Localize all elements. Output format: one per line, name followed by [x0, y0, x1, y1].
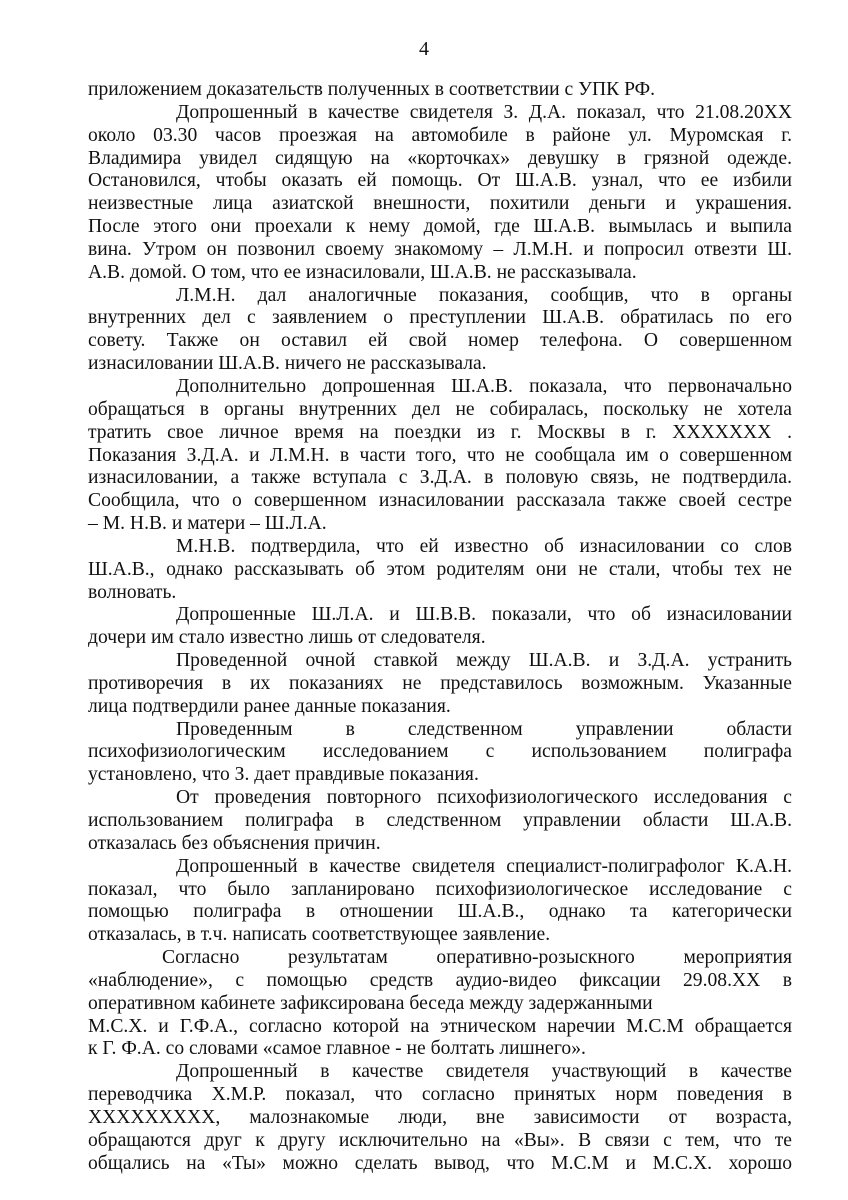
text-line: Владимира увидел сидящую на «корточках» девушку в грязной одежде. [88, 147, 792, 169]
text-line: оперативном кабинете зафиксирована беседа между задержанными [88, 992, 653, 1014]
paragraph [88, 947, 792, 1016]
text-line: М.С.Х. и Г.Ф.А., согласно которой на этническом наречии М.С.М обращается [88, 1015, 792, 1037]
paragraph [88, 650, 792, 719]
text-line: приложением доказательств полученных в соответствии с УПК РФ. [88, 79, 656, 100]
text-line: Допрошенный в качестве свидетеля участвующий в качестве [176, 1061, 792, 1083]
text-line: «наблюдение», с помощью средств аудио-видео фиксации 29.08.XX в [88, 969, 792, 991]
text-line: – М. Н.В. и матери – Ш.Л.А. [88, 513, 327, 535]
text-line: установлено, что З. дает правдивые показания. [88, 764, 479, 786]
text-line: Ш.А.В., однако рассказывать об этом родителям они не стали, чтобы тех не [88, 558, 792, 580]
text-line: Проведенным в следственном управлении области [176, 718, 792, 740]
text-line: переводчика Х.М.Р. показал, что согласно принятых норм поведения в [88, 1084, 792, 1106]
text-line: изнасиловании, а также вступала с З.Д.А. в половую связь, не подтвердила. [88, 467, 792, 489]
paragraph [88, 102, 792, 285]
text-line: отказалась без объяснения причин. [88, 832, 381, 854]
paragraph [88, 719, 792, 788]
text-line: вина. Утром он позвонил своему знакомому – Л.М.Н. и попросил отвезти Ш. [88, 238, 792, 260]
text-line: После этого они проехали к нему домой, где Ш.А.В. вымылась и выпила [88, 216, 792, 238]
paragraph [88, 1061, 792, 1175]
text-line: изнасиловании Ш.А.В. ничего не рассказывала. [88, 353, 487, 375]
text-line: тратить свое личное время на поездки из г. Москвы в г. XXXXXXX . [88, 421, 792, 443]
text-line: к Г. Ф.А. со словами «самое главное - не болтать лишнего». [88, 1038, 586, 1060]
text-line: неизвестные лица азиатской внешности, похитили деньги и украшения. [88, 193, 792, 215]
text-line: противоречия в их показаниях не представилось возможным. Указанные [88, 672, 792, 694]
text-line: Остановился, чтобы оказать ей помощь. От Ш.А.В. узнал, что ее избили [88, 170, 792, 192]
paragraph [88, 1016, 792, 1062]
paragraph [88, 856, 792, 947]
text-line: совету. Также он оставил ей свой номер телефона. О совершенном [88, 330, 792, 352]
text-line: обращаться в органы внутренних дел не собиралась, поскольку не хотела [88, 398, 792, 420]
text-line: внутренних дел с заявлением о преступлении Ш.А.В. обратилась по его [88, 307, 792, 329]
text-line: М.Н.В. подтвердила, что ей известно об изнасиловании со слов [176, 535, 792, 557]
text-line: психофизиологическим исследованием с использованием полиграфа [88, 741, 792, 763]
text-line: Л.М.Н. дал аналогичные показания, сообщив, что в органы [176, 284, 792, 306]
text-line: Допрошенный в качестве свидетеля специалист-полиграфолог К.А.Н. [176, 855, 792, 877]
text-line: отказалась, в т.ч. написать соответствующее заявление. [88, 924, 551, 946]
text-line: А.В. домой. О том, что ее изнасиловали, Ш.А.В. не рассказывала. [88, 261, 637, 283]
text-line: Допрошенный в качестве свидетеля З. Д.А. показал, что 21.08.20XX [176, 101, 792, 123]
text-line: XXXXXXXXX, малознакомые люди, вне зависимости от возраста, [88, 1106, 792, 1128]
text-line: лица подтвердили ранее данные показания. [88, 695, 451, 717]
text-line: волновать. [88, 581, 177, 603]
paragraph [88, 79, 792, 102]
paragraph [88, 787, 792, 856]
text-line: обращаются друг к другу исключительно на «Вы». В связи с тем, что те [88, 1129, 792, 1151]
text-line: Дополнительно допрошенная Ш.А.В. показала, что первоначально [176, 375, 792, 397]
page-number: 4 [419, 38, 429, 60]
paragraph [88, 604, 792, 650]
text-line: около 03.30 часов проезжая на автомобиле в районе ул. Муромская г. [88, 124, 792, 146]
text-line: Показания З.Д.А. и Л.М.Н. в части того, что не сообщала им о совершенном [88, 444, 792, 466]
text-line: Допрошенные Ш.Л.А. и Ш.В.В. показали, что об изнасиловании [176, 604, 792, 626]
text-line: дочери им стало известно лишь от следователя. [88, 627, 486, 649]
text-line: Согласно результатам оперативно-розыскного мероприятия [162, 947, 792, 969]
paragraph [88, 376, 792, 536]
text-line: помощью полиграфа в отношении Ш.А.В., однако та категорически [88, 901, 792, 923]
text-line: использованием полиграфа в следственном управлении области Ш.А.В. [88, 810, 792, 831]
text-line: Сообщила, что о совершенном изнасиловании рассказала также своей сестре [88, 490, 792, 512]
text-line: показал, что было запланировано психофизиологическое исследование с [88, 878, 792, 900]
paragraph [88, 285, 792, 376]
text-line: Проведенной очной ставкой между Ш.А.В. и З.Д.А. устранить [176, 650, 792, 672]
text-line: общались на «Ты» можно сделать вывод, что М.С.М и М.С.Х. хорошо [88, 1152, 792, 1174]
paragraph [88, 536, 792, 605]
text-line: От проведения повторного психофизиологического исследования с [176, 787, 792, 809]
document-body [88, 79, 792, 1176]
